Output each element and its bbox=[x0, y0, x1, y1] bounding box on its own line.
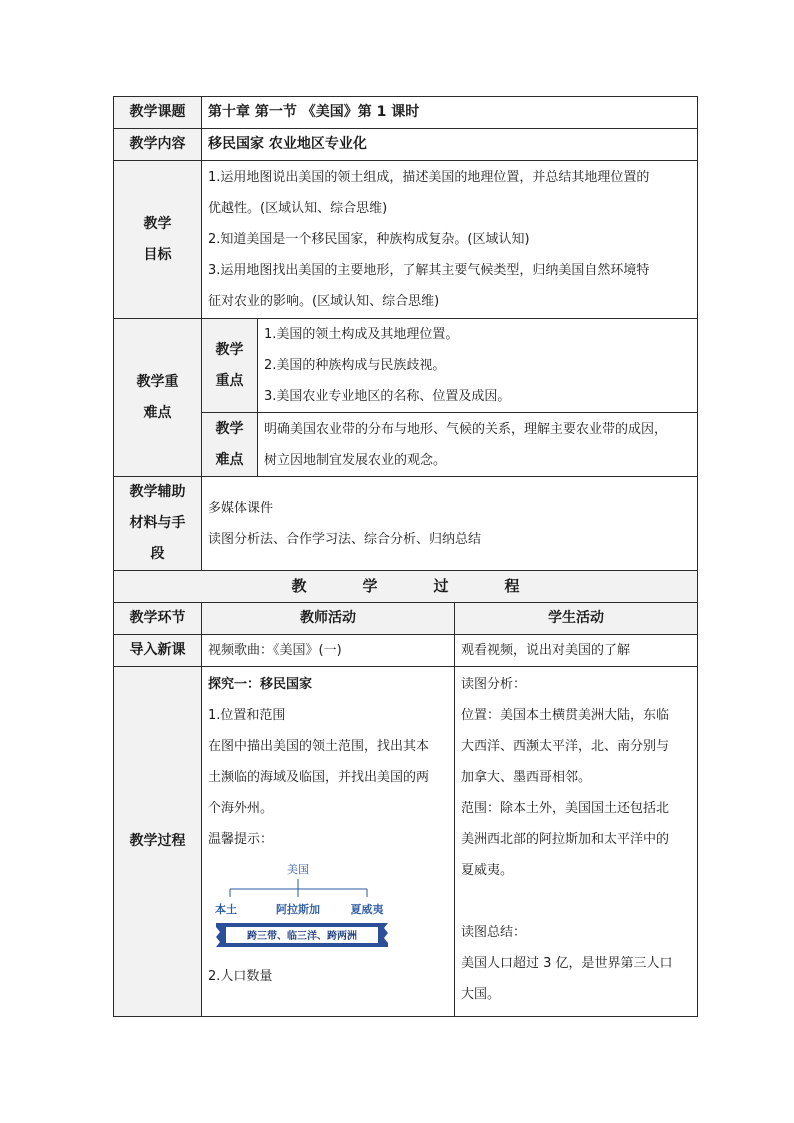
teacher-sub2: 2.人口数量 bbox=[208, 969, 273, 984]
goals-label: 教学 目标 bbox=[114, 161, 202, 319]
goals-list bbox=[202, 161, 698, 319]
teacher-heading: 探究一：移民国家 bbox=[208, 677, 313, 692]
student-line: 读图分析： bbox=[461, 677, 527, 692]
intro-row bbox=[114, 635, 698, 667]
difficulty-label: 教学 难点 bbox=[202, 413, 258, 477]
student-line: 位置：美国本土横贯美洲大陆，东临 bbox=[461, 708, 670, 723]
difficulty-list bbox=[258, 413, 698, 477]
content-value: 移民国家 农业地区专业化 bbox=[202, 129, 698, 161]
main-process-row bbox=[114, 667, 698, 1017]
process-banner-row bbox=[114, 571, 698, 603]
teacher-sub1: 1.位置和范围 bbox=[208, 708, 286, 723]
teacher-activity bbox=[202, 667, 455, 1017]
key-points-label: 教学重 难点 bbox=[114, 319, 202, 477]
teacher-line: 个海外州。 bbox=[208, 801, 274, 816]
diagram-leaf: 本土 bbox=[215, 903, 237, 916]
materials-row bbox=[114, 477, 698, 571]
focus-list bbox=[258, 319, 698, 413]
teacher-line: 在图中描出美国的领土范围，找出其本 bbox=[208, 739, 430, 754]
intro-student: 观看视频，说出对美国的了解 bbox=[455, 635, 698, 667]
goal-line: 1.运用地图说出美国的领土组成，描述美国的地理位置，并总结其地理位置的 bbox=[208, 170, 650, 185]
student-line bbox=[461, 886, 691, 917]
goal-line: 优越性。(区域认知、综合思维) bbox=[208, 201, 388, 216]
content-label: 教学内容 bbox=[114, 129, 202, 161]
student-line: 美国人口超过 3 亿，是世界第三人口 bbox=[461, 956, 673, 971]
student-activity bbox=[455, 667, 698, 1017]
goal-line: 3.运用地图找出美国的主要地形，了解其主要气候类型，归纳美国自然环境特 bbox=[208, 263, 650, 278]
materials-label: 教学辅助 材料与手 段 bbox=[114, 477, 202, 571]
diagram-leaf: 夏威夷 bbox=[350, 903, 384, 916]
teacher-header: 教师活动 bbox=[202, 603, 455, 635]
student-line: 大国。 bbox=[461, 987, 501, 1002]
teacher-line: 土濒临的海域及临国，并找出美国的两 bbox=[208, 770, 430, 785]
topic-row bbox=[114, 97, 698, 129]
student-line: 加拿大、墨西哥相邻。 bbox=[461, 770, 592, 785]
intro-stage: 导入新课 bbox=[114, 635, 202, 667]
process-header-row bbox=[114, 603, 698, 635]
process-banner: 教 学 过 程 bbox=[114, 571, 698, 603]
student-line: 读图总结： bbox=[461, 925, 527, 940]
materials-list bbox=[202, 477, 698, 571]
diagram-root: 美国 bbox=[287, 863, 309, 876]
diagram-leaf: 阿拉斯加 bbox=[276, 903, 320, 916]
student-header: 学生活动 bbox=[455, 603, 698, 635]
focus-item: 2.美国的种族构成与民族歧视。 bbox=[264, 358, 446, 373]
topic-label: 教学课题 bbox=[114, 97, 202, 129]
difficulty-row bbox=[114, 413, 698, 477]
goals-row bbox=[114, 161, 698, 319]
student-line: 大西洋、西濒太平洋，北、南分别与 bbox=[461, 739, 670, 754]
difficulty-item: 树立因地制宜发展农业的观念。 bbox=[264, 452, 447, 468]
difficulty-item: 明确美国农业带的分布与地形、气候的关系，理解主要农业带的成因， bbox=[264, 421, 668, 437]
material-item: 读图分析法、合作学习法、综合分析、归纳总结 bbox=[208, 531, 482, 547]
focus-item: 3.美国农业专业地区的名称、位置及成因。 bbox=[264, 389, 511, 404]
stage-header: 教学环节 bbox=[114, 603, 202, 635]
student-line: 范围：除本土外，美国国土还包括北 bbox=[461, 801, 670, 816]
intro-teacher: 视频歌曲：《美国》(一) bbox=[202, 635, 455, 667]
goal-line: 征对农业的影响。(区域认知、综合思维) bbox=[208, 294, 440, 309]
topic-value: 第十章 第一节 《美国》第 1 课时 bbox=[202, 97, 698, 129]
student-line: 夏威夷。 bbox=[461, 863, 514, 878]
focus-item: 1.美国的领土构成及其地理位置。 bbox=[264, 327, 459, 342]
focus-row bbox=[114, 319, 698, 413]
diagram-banner-text: 跨三带、临三洋、跨两洲 bbox=[247, 931, 357, 942]
lesson-plan-table bbox=[113, 96, 698, 1017]
teacher-line: 温馨提示： bbox=[208, 832, 274, 847]
material-item: 多媒体课件 bbox=[208, 500, 274, 516]
focus-label: 教学 重点 bbox=[202, 319, 258, 413]
student-line: 美洲西北部的阿拉斯加和太平洋中的 bbox=[461, 832, 670, 847]
content-row bbox=[114, 129, 698, 161]
goal-line: 2.知道美国是一个移民国家，种族构成复杂。(区域认知) bbox=[208, 232, 530, 247]
territory-diagram bbox=[212, 859, 392, 959]
main-stage: 教学过程 bbox=[114, 667, 202, 1017]
